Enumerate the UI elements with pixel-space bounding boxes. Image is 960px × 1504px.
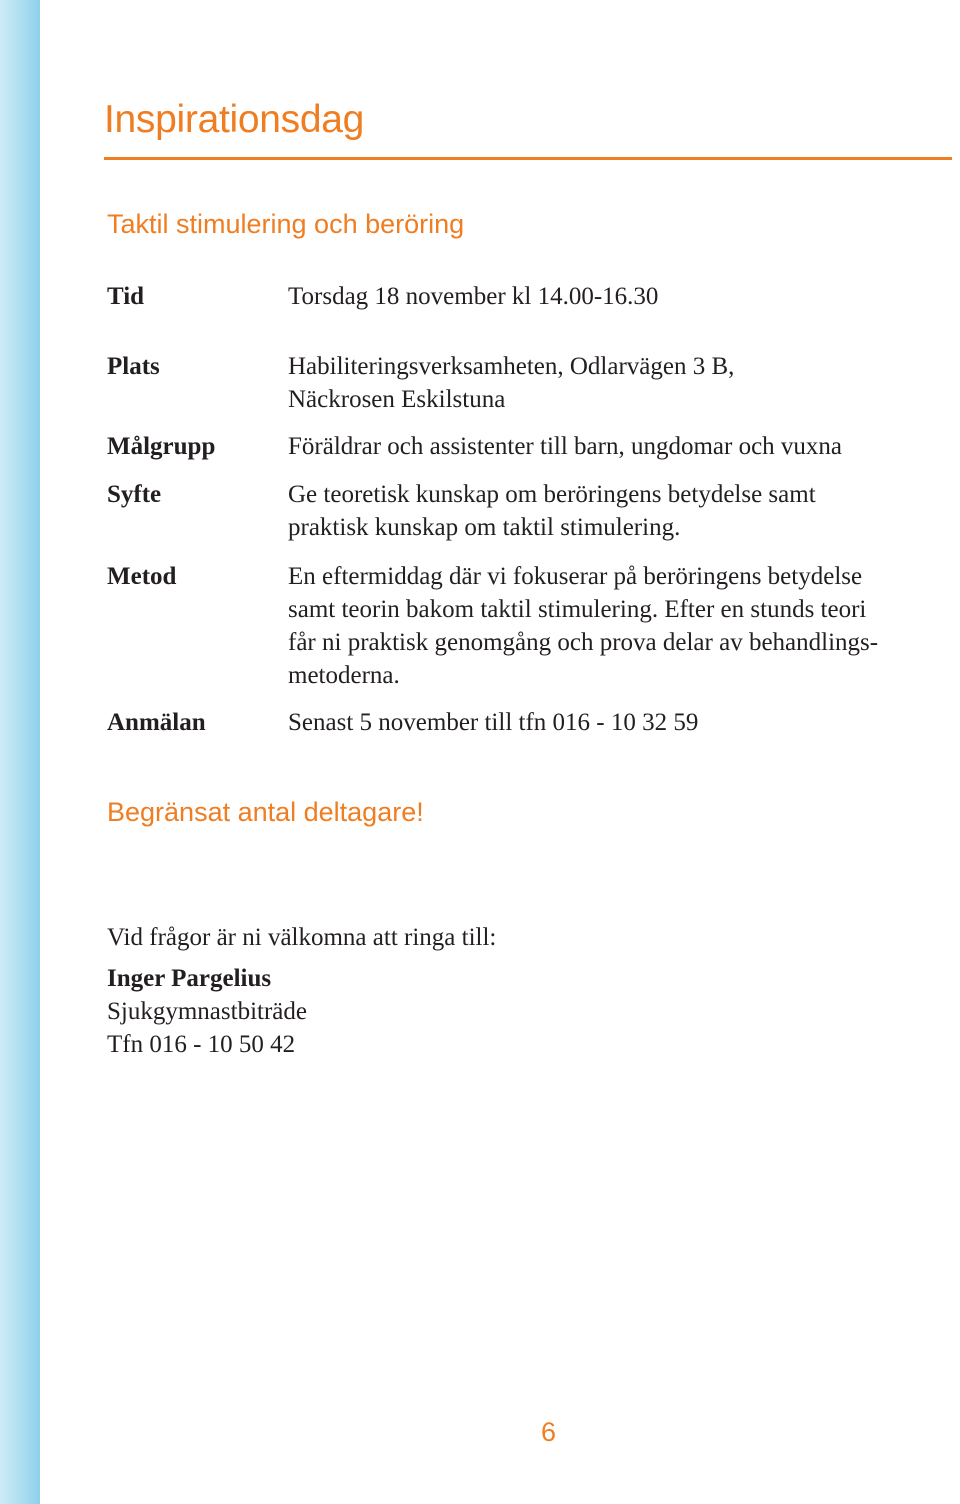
contact-phone: Tfn 016 - 10 50 42 — [107, 1031, 296, 1058]
side-decor-bar — [0, 0, 40, 1504]
detail-line: Torsdag 18 november kl 14.00-16.30 — [288, 283, 659, 310]
detail-line: Föräldrar och assistenter till barn, ungdomar och vuxna — [288, 433, 843, 460]
detail-value-malgrupp — [288, 430, 960, 463]
contact-intro: Vid frågor är ni välkomna att ringa till: — [107, 924, 497, 951]
contact-name: Inger Pargelius — [107, 965, 272, 992]
event-subtitle: Taktil stimulering och beröring — [107, 209, 465, 239]
detail-value-anmalan — [288, 706, 960, 739]
detail-value-metod — [288, 560, 960, 692]
detail-label-syfte: Syfte — [107, 481, 162, 508]
detail-line: samt teorin bakom taktil stimulering. Efter en stunds teori — [288, 596, 867, 623]
detail-line: Senast 5 november till tfn 016 - 10 32 59 — [288, 709, 699, 736]
detail-value-syfte — [288, 478, 960, 544]
detail-label-anmalan: Anmälan — [107, 709, 206, 736]
detail-line: En eftermiddag där vi fokuserar på beröringens betydelse — [288, 563, 863, 590]
title-divider — [104, 157, 952, 160]
detail-label-metod: Metod — [107, 563, 177, 590]
detail-value-tid — [288, 280, 960, 313]
detail-line: praktisk kunskap om taktil stimulering. — [288, 514, 681, 541]
page-title: Inspirationsdag — [104, 98, 365, 141]
detail-label-plats: Plats — [107, 353, 160, 380]
contact-block — [107, 921, 496, 1061]
detail-line: Ge teoretisk kunskap om beröringens betydelse samt — [288, 481, 816, 508]
detail-line: får ni praktisk genomgång och prova delar av behandlings- — [288, 629, 879, 656]
detail-line: metoderna. — [288, 662, 400, 689]
page-number: 6 — [541, 1417, 557, 1447]
detail-label-malgrupp: Målgrupp — [107, 433, 216, 460]
detail-line: Habiliteringsverksamheten, Odlarvägen 3 B, — [288, 353, 735, 380]
detail-line: Näckrosen Eskilstuna — [288, 386, 506, 413]
contact-role: Sjukgymnastbiträde — [107, 998, 307, 1025]
detail-value-plats — [288, 350, 960, 416]
limited-seats-notice: Begränsat antal deltagare! — [107, 797, 424, 827]
detail-label-tid: Tid — [107, 283, 145, 310]
